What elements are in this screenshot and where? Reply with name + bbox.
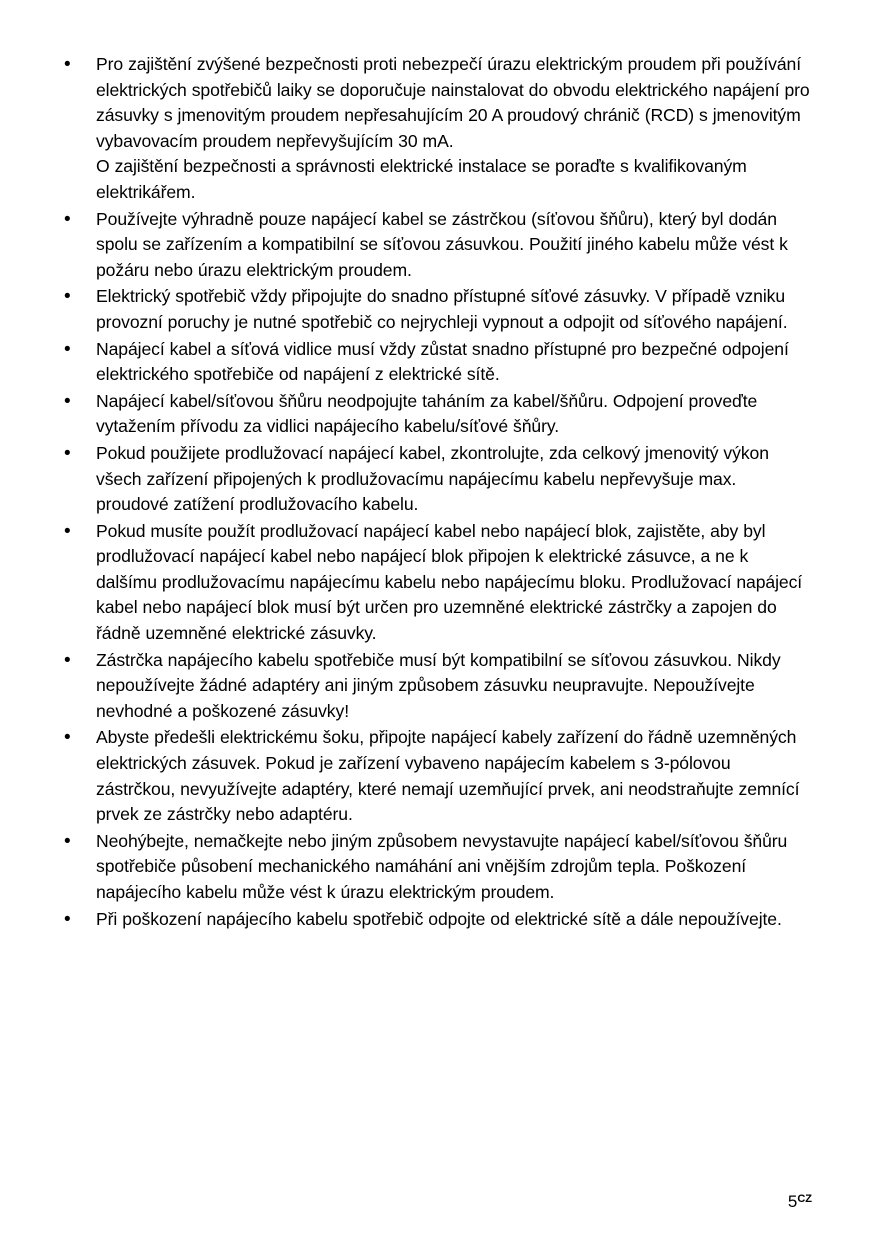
- bullet-icon: •: [64, 727, 71, 749]
- list-item-paragraph: Napájecí kabel/síťovou šňůru neodpojujte taháním za kabel/šňůru. Odpojení proveďte vytažením přívodu za vidlici napájecího kabelu/síťové šňůry.: [96, 390, 758, 437]
- page-number: 5: [787, 1192, 798, 1211]
- list-item-paragraph: Pokud použijete prodlužovací napájecí kabel, zkontrolujte, zda celkový jmenovitý výkon všech zařízení připojených k prodlužovacímu napájecímu kabelu nepřevyšuje max. proudové zatížení prodlužovacího kabelu.: [96, 442, 769, 515]
- list-item: [56, 907, 812, 933]
- bullet-icon: •: [64, 520, 71, 542]
- list-item-paragraph: Napájecí kabel a síťová vidlice musí vždy zůstat snadno přístupné pro bezpečné odpojení elektrického spotřebiče od napájení z elektrické sítě.: [96, 338, 789, 385]
- list-item-paragraph: Neohýbejte, nemačkejte nebo jiným způsobem nevystavujte napájecí kabel/síťovou šňůru spotřebiče působení mechanického namáhání ani vnějším zdrojům tepla. Poškození napájecího kabelu může vést k úrazu elektrickým proudem.: [96, 830, 788, 902]
- language-code: CZ: [797, 1193, 812, 1205]
- list-item: [56, 207, 812, 284]
- list-item: [56, 389, 812, 440]
- bullet-icon: •: [64, 338, 71, 360]
- list-item-paragraph: Elektrický spotřebič vždy připojujte do snadno přístupné síťové zásuvky. V případě vzniku provozní poruchy je nutné spotřebič co nejrychleji vypnout a odpojit od síťového napájení.: [96, 286, 788, 332]
- bullet-icon: •: [64, 208, 71, 230]
- list-item-paragraph: Pro zajištění zvýšené bezpečnosti proti nebezpečí úrazu elektrickým proudem při používání elektrických spotřebičů laiky se doporučuje nainstalovat do obvodu elektrického napájení pro zásuvky s jmenovitým proudem nepřesahujícím 20 A proudový chránič (RCD) s jmenovitým vybavovacím proudem nepřevyšujícím 30 mA.: [96, 54, 810, 151]
- page-footer: [788, 1193, 812, 1210]
- list-item-paragraph: Používejte výhradně pouze napájecí kabel se zástrčkou (síťovou šňůru), který byl dodán spolu se zařízením a kompatibilní se síťovou zásuvkou. Použití jiného kabelu může vést k požáru nebo úrazu elektrickým proudem.: [96, 208, 788, 280]
- list-item: [56, 519, 812, 647]
- list-item: [56, 52, 812, 206]
- list-item-paragraph: O zajištění bezpečnosti a správnosti elektrické instalace se poraďte s kvalifikovaným elektrikářem.: [96, 156, 747, 202]
- list-item: [56, 337, 812, 388]
- list-item: [56, 648, 812, 725]
- list-item-paragraph: Při poškození napájecího kabelu spotřebič odpojte od elektrické sítě a dále nepoužívejte.: [96, 908, 782, 929]
- list-item-paragraph: Zástrčka napájecího kabelu spotřebiče musí být kompatibilní se síťovou zásuvkou. Nikdy nepoužívejte žádné adaptéry ani jiným způsobem zásuvku neupravujte. Nepoužívejte nevhodné a poškozené zásuvky!: [96, 649, 781, 721]
- bullet-icon: •: [64, 649, 71, 671]
- list-item: [56, 441, 812, 518]
- safety-instructions-list: [56, 52, 812, 932]
- bullet-icon: •: [64, 54, 71, 75]
- list-item-paragraph: Abyste předešli elektrickému šoku, připojte napájecí kabely zařízení do řádně uzemněných elektrických zásuvek. Pokud je zařízení vybaveno napájecím kabelem s 3-pólovou zástrčkou, nevyužívejte adaptéry, které nemají uzemňující prvek, ani neodstraňujte zemnící prvek ze zástrčky nebo adaptéru.: [96, 727, 800, 825]
- bullet-icon: •: [64, 830, 71, 852]
- list-item: [56, 725, 812, 827]
- list-item-paragraph: Pokud musíte použít prodlužovací napájecí kabel nebo napájecí blok, zajistěte, aby byl prodlužovací napájecí kabel nebo napájecí blok připojen k elektrické zásuvce, a ne k dalšímu prodlužovacímu napájecímu kabelu nebo napájecímu bloku. Prodlužovací napájecí kabel nebo napájecí blok musí být určen pro uzemněné elektrické zástrčky a zapojen do řádně uzemněné elektrické zásuvky.: [96, 520, 803, 644]
- bullet-icon: •: [64, 442, 71, 464]
- list-item: [56, 284, 812, 335]
- bullet-icon: •: [64, 908, 71, 930]
- list-item: [56, 829, 812, 906]
- bullet-icon: •: [64, 390, 71, 412]
- bullet-icon: •: [64, 286, 71, 308]
